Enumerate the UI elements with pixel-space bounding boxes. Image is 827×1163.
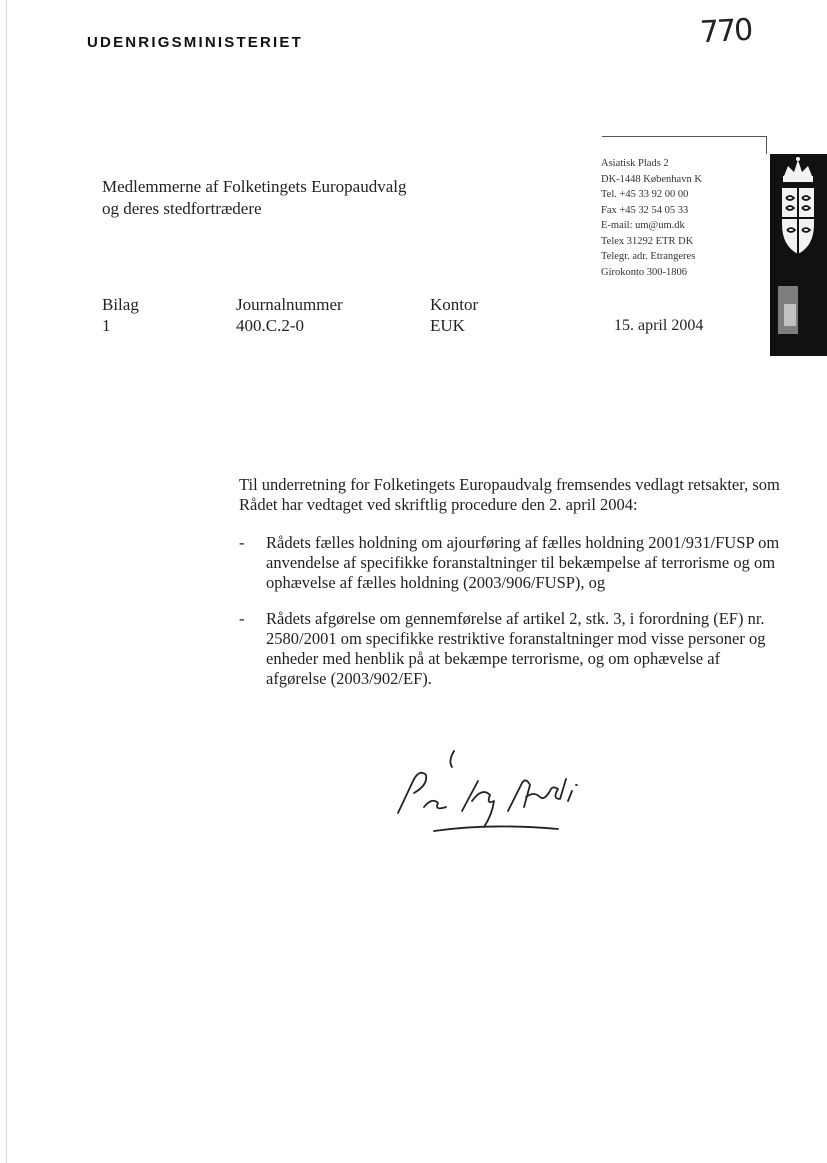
recipient-block: [102, 176, 407, 220]
intro-paragraph: Til underretning for Folketingets Europaudvalg fremsendes vedlagt retsakter, som Rådet har vedtaget ved skriftlig procedure den 2. april 2004:: [239, 475, 780, 514]
list-item: [239, 533, 784, 593]
ministry-name: UDENRIGSMINISTERIET: [87, 34, 303, 51]
bilag-value: 1: [102, 316, 111, 335]
royal-crest-icon: [770, 154, 827, 356]
ministry-address: [601, 156, 702, 280]
handwritten-page-number: 770: [699, 12, 753, 51]
address-divider-tick: [766, 136, 767, 154]
recipient-line-1: Medlemmerne af Folketingets Europaudvalg: [102, 177, 407, 196]
address-line: Asiatisk Plads 2: [601, 158, 669, 169]
enclosure-list: [239, 533, 784, 689]
list-dash: -: [239, 609, 245, 628]
list-item-text: Rådets fælles holdning om ajourføring af fælles holdning 2001/931/FUSP om anvendelse af specifikke foranstaltninger til bekæmpelse af terrorisme og om ophævelse af fælles holdning (2003/906/FUSP), og: [266, 533, 780, 592]
handwritten-signature: [390, 745, 610, 845]
journal-value: 400.C.2-0: [236, 316, 304, 335]
list-item: [239, 609, 784, 689]
address-divider: [602, 136, 767, 137]
list-dash: -: [239, 533, 245, 552]
address-line: Tel. +45 33 92 00 00: [601, 189, 689, 200]
address-line: Telex 31292 ETR DK: [601, 235, 694, 247]
letter-body: [239, 475, 784, 705]
address-line: Girokonto 300-1806: [601, 266, 688, 278]
coat-of-arms-band: [770, 154, 827, 356]
letter-date: 15. april 2004: [614, 317, 704, 334]
office-label: Kontor: [430, 295, 479, 314]
address-line: E-mail: um@um.dk: [601, 220, 685, 231]
address-line: DK-1448 København K: [601, 173, 702, 185]
recipient-line-2: og deres stedfortrædere: [102, 199, 262, 218]
office-value: EUK: [430, 316, 465, 335]
bilag-label: Bilag: [102, 295, 139, 314]
journal-label: Journalnummer: [236, 295, 343, 314]
address-line: Fax +45 32 54 05 33: [601, 204, 689, 216]
list-item-text: Rådets afgørelse om gennemførelse af artikel 2, stk. 3, i forordning (EF) nr. 2580/2001 om specifikke restriktive foranstaltninger mod visse personer og enheder med henblik på at bekæmpe terrorisme, og om ophævelse af afgørelse (2003/902/EF).: [266, 609, 766, 688]
address-line: Telegr. adr. Etrangeres: [601, 251, 696, 262]
scan-edge-line: [6, 0, 7, 1163]
